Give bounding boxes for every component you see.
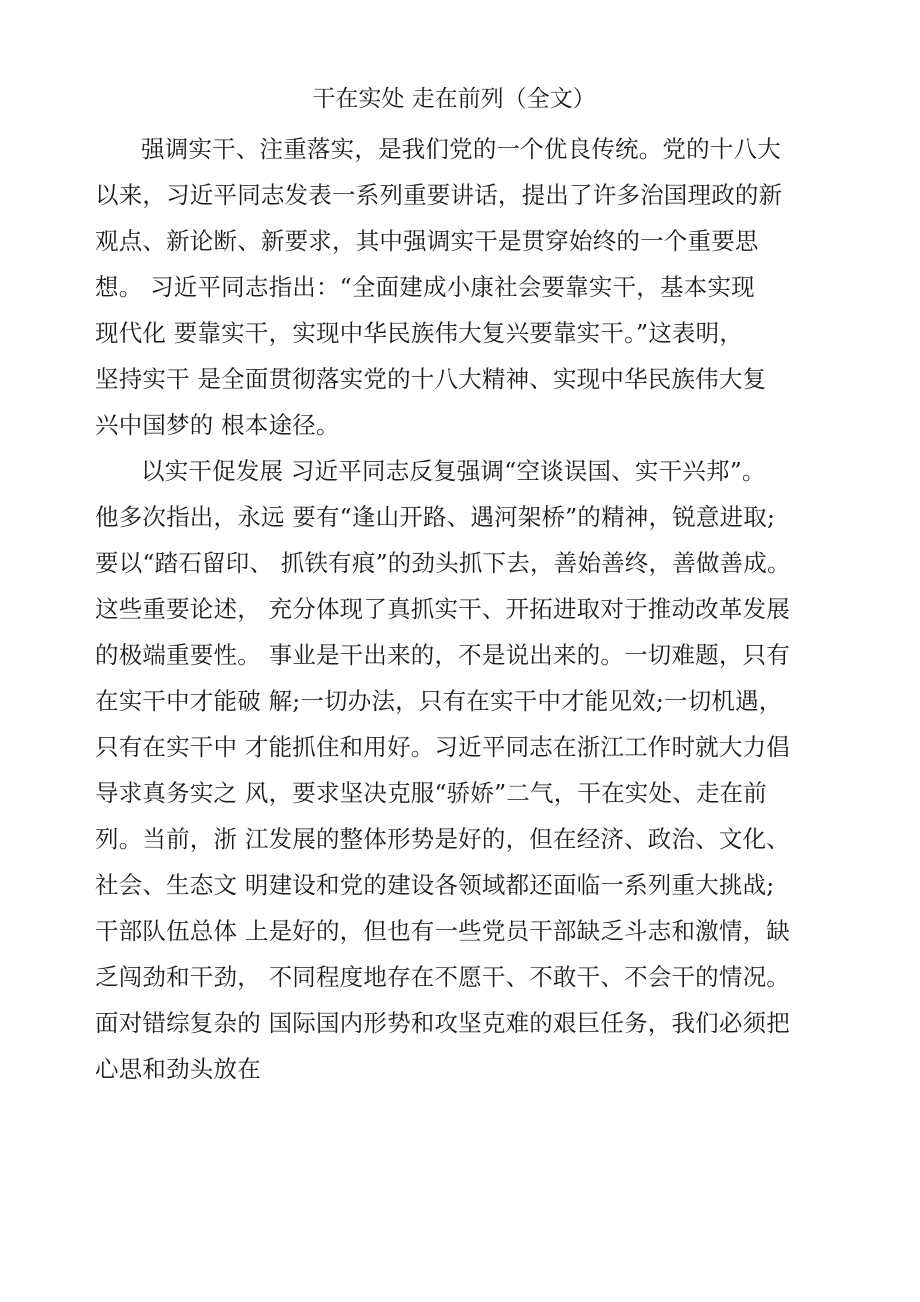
- paragraph-1: [95, 126, 835, 448]
- text-line: 干部队伍总体 上是好的，但也有一些党员干部缺乏斗志和激情，缺: [95, 917, 790, 945]
- text-line: 以实干促发展 习近平同志反复强调“空谈误国、实干兴邦”。: [95, 457, 766, 485]
- text-line: 列。当前，浙 江发展的整体形势是好的，但在经济、政治、文化、: [95, 825, 790, 853]
- text-line: 要以“踏石留印、 抓铁有痕”的劲头抓下去，善始善终，善做善成。: [95, 549, 791, 577]
- text-line: 坚持实干 是全面贯彻落实党的十八大精神、实现中华民族伟大复: [95, 365, 767, 393]
- text-line: 面对错综复杂的 国际国内形势和攻坚克难的艰巨任务，我们必须把: [95, 1009, 790, 1037]
- text-line: 只有在实干中 才能抓住和用好。习近平同志在浙江工作时就大力倡: [95, 733, 790, 761]
- text-line: 他多次指出，永远 要有“逢山开路、遇河架桥”的精神，锐意进取;: [95, 503, 776, 531]
- text-line: 兴中国梦的 根本途径。: [95, 411, 340, 439]
- document-title: 干在实处 走在前列（全文）: [312, 86, 596, 112]
- text-line: 导求真务实之 风，要求坚决克服“骄娇”二气，干在实处、走在前: [95, 779, 767, 807]
- document-body: [95, 126, 835, 1092]
- text-line: 强调实干、注重落实，是我们党的一个优良传统。党的十八大: [95, 135, 781, 163]
- text-line: 在实干中才能破 解;一切办法，只有在实干中才能见效;一切机遇，: [95, 687, 783, 715]
- text-line: 这些重要论述， 充分体现了真抓实干、开拓进取对于推动改革发展: [95, 595, 790, 623]
- text-line: 观点、新论断、新要求，其中强调实干是贯穿始终的一个重要思: [95, 227, 759, 255]
- text-line: 乏闯劲和干劲， 不同程度地存在不愿干、不敢干、不会干的情况。: [95, 963, 790, 991]
- text-line: 社会、生态文 明建设和党的建设各领域都还面临一系列重大挑战;: [95, 871, 775, 899]
- text-line: 现代化 要靠实干，实现中华民族伟大复兴要靠实干。”这表明，: [95, 319, 744, 347]
- paragraph-2: [95, 448, 835, 1092]
- text-line: 以来，习近平同志发表一系列重要讲话，提出了许多治国理政的新: [95, 181, 783, 209]
- text-line: 的极端重要性。 事业是干出来的，不是说出来的。一切难题，只有: [95, 641, 790, 669]
- text-line: 想。 习近平同志指出：“全面建成小康社会要靠实干，基本实现: [95, 273, 755, 301]
- text-line: 心思和劲头放在: [95, 1055, 261, 1083]
